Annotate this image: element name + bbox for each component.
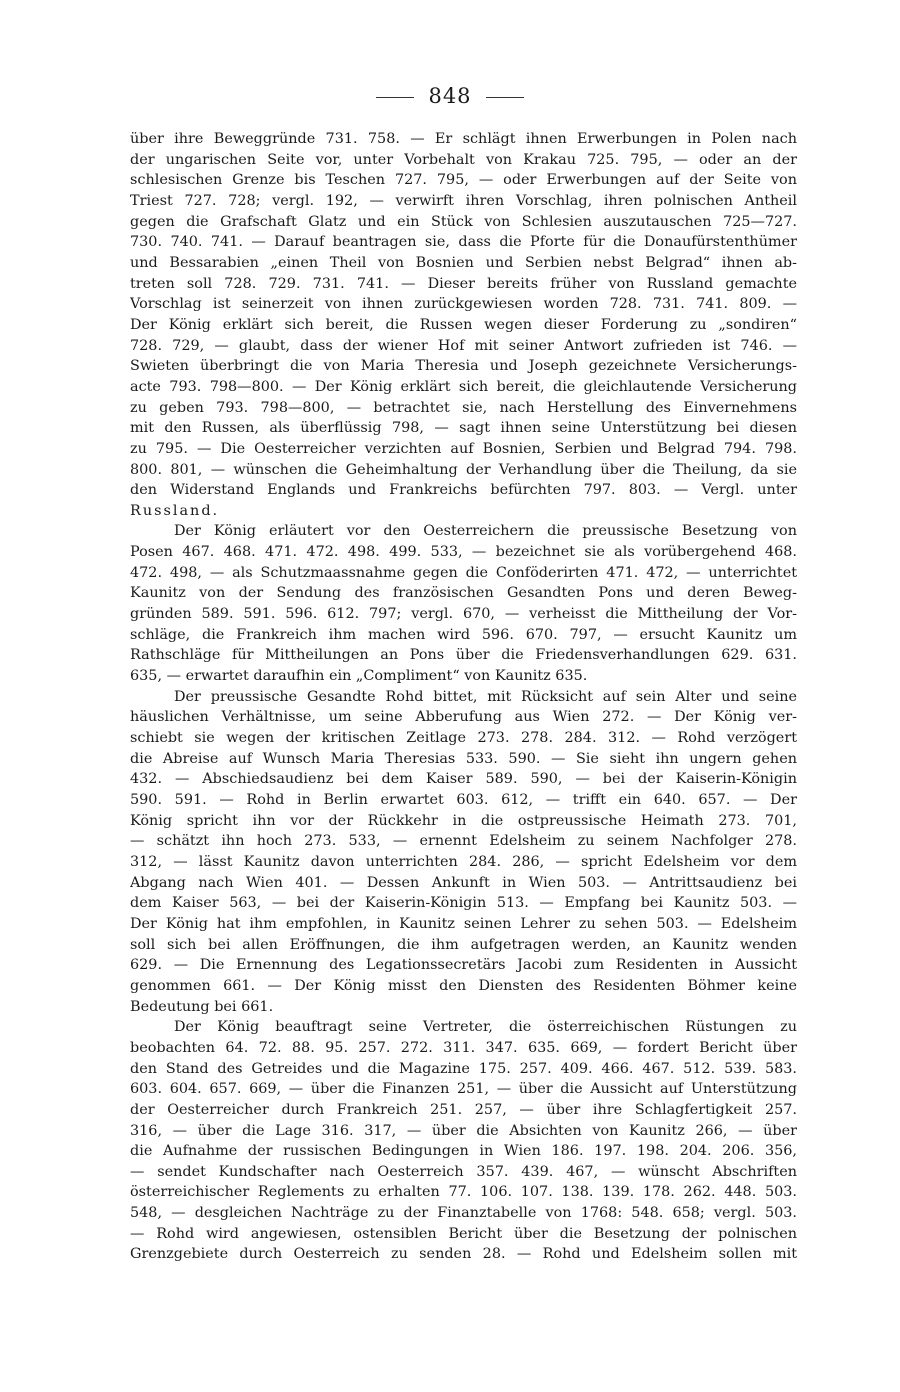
text-line: 548, — desgleichen Nachträge zu der Finanztabelle von 1768: 548. 658; vergl. 503. — [130, 1205, 797, 1222]
text-line: 800. 801, — wünschen die Geheimhaltung der Verhandlung über die Theilung, da sie — [130, 461, 797, 478]
page-header — [0, 84, 900, 108]
text-line: — sendet Kundschafter nach Oesterreich 357. 439. 467, — wünscht Abschriften — [130, 1163, 797, 1180]
text-line: gründen 589. 591. 596. 612. 797; vergl. 670, — verheisst die Mittheilung der Vor- — [130, 606, 797, 623]
text-line: Kaunitz von der Sendung des französischen Gesandten Pons und deren Beweg- — [130, 585, 797, 602]
text-line: den Widerstand Englands und Frankreichs befürchten 797. 803. — Vergl. unter — [130, 482, 797, 499]
text-line: häuslichen Verhältnisse, um seine Abberufung aus Wien 272. — Der König ver- — [130, 709, 797, 726]
text-line-last: 635, — erwartet daraufhin ein „Compliment“ von Kaunitz 635. — [130, 668, 588, 685]
text-line-last: Russland. — [130, 502, 220, 519]
text-line: beobachten 64. 72. 88. 95. 257. 272. 311. 347. 635. 669, — fordert Bericht über — [130, 1039, 797, 1056]
text-line: zu geben 793. 798—800, — betrachtet sie, nach Herstellung des Einvernehmens — [130, 399, 797, 416]
text-line: 432. — Abschiedsaudienz bei dem Kaiser 589. 590, — bei der Kaiserin-Königin — [130, 771, 797, 788]
text-line: österreichischer Reglements zu erhalten 77. 106. 107. 138. 139. 178. 262. 448. 503. — [130, 1184, 797, 1201]
text-line: 590. 591. — Rohd in Berlin erwartet 603. 612, — trifft ein 640. 657. — Der — [130, 792, 797, 808]
text-line: 312, — lässt Kaunitz davon unterrichten 284. 286, — spricht Edelsheim vor dem — [130, 853, 797, 870]
text-line: — Rohd wird angewiesen, ostensiblen Bericht über die Besetzung der polnischen — [130, 1225, 797, 1242]
text-line: 728. 729, — glaubt, dass der wiener Hof mit seiner Antwort zufrieden ist 746. — — [130, 337, 797, 354]
text-line: schiebt sie wegen der kritischen Zeitlage 273. 278. 284. 312. — Rohd verzögert — [130, 730, 797, 747]
text-line: soll sich bei allen Eröffnungen, die ihm aufgetragen werden, an Kaunitz wenden — [130, 936, 797, 953]
text-line: mit den Russen, als überflüssig 798, — sagt ihnen seine Unterstützung bei diesen — [130, 420, 797, 437]
text-line: 629. — Die Ernennung des Legationssecretärs Jacobi zum Residenten in Aussicht — [130, 957, 797, 974]
header-rule-right — [486, 97, 524, 98]
text-line: genommen 661. — Der König misst den Diensten des Residenten Böhmer keine — [130, 977, 797, 994]
text-line: 730. 740. 741. — Darauf beantragen sie, dass die Pforte für die Donaufürstenthümer — [130, 234, 797, 251]
text-line: König spricht ihn vor der Rückkehr in die ostpreussische Heimath 273. 701, — [130, 812, 797, 829]
text-line: der Oesterreicher durch Frankreich 251. 257, — über ihre Schlagfertigkeit 257. — [130, 1101, 797, 1118]
text-line: schläge, die Frankreich ihm machen wird 596. 670. 797, — ersucht Kaunitz um — [130, 626, 797, 643]
text-line: Der König erläutert vor den Oesterreichern die preussische Besetzung von — [174, 523, 797, 540]
text-line: 316, — über die Lage 316. 317, — über die Absichten von Kaunitz 266, — über — [130, 1122, 797, 1139]
text-line: Der König erklärt sich bereit, die Russen wegen dieser Forderung zu „sondiren“ — [130, 316, 797, 333]
text-line: Triest 727. 728; vergl. 192, — verwirft ihren Vorschlag, ihren polnischen Antheil — [130, 192, 797, 209]
text-line: Der preussische Gesandte Rohd bittet, mit Rücksicht auf sein Alter und seine — [174, 688, 797, 705]
text-line: Abgang nach Wien 401. — Dessen Ankunft in Wien 503. — Antrittsaudienz bei — [130, 874, 797, 891]
text-line: schlesischen Grenze bis Teschen 727. 795, — oder Erwerbungen auf der Seite von — [130, 172, 797, 189]
text-line: über ihre Beweggründe 731. 758. — Er schlägt ihnen Erwerbungen in Polen nach — [130, 131, 797, 147]
page-number: 848 — [428, 84, 472, 108]
header-rule-left — [376, 97, 414, 98]
text-line: 603. 604. 657. 669, — über die Finanzen 251, — über die Aussicht auf Unterstützung — [130, 1081, 797, 1098]
text-line: Grenzgebiete durch Oesterreich zu senden 28. — Rohd und Edelsheim sollen mit — [130, 1246, 797, 1263]
paragraph — [130, 129, 797, 521]
paragraph — [130, 521, 797, 686]
body-text — [130, 129, 797, 1265]
text-line: Der König hat ihm empfohlen, in Kaunitz seinen Lehrer zu sehen 503. — Edelsheim — [130, 915, 797, 932]
paragraph — [130, 1017, 797, 1265]
text-line: gegen die Grafschaft Glatz und ein Stück von Schlesien auszutauschen 725—727. — [130, 213, 797, 230]
text-line: Rathschläge für Mittheilungen an Pons über die Friedensverhandlungen 629. 631. — [130, 647, 797, 664]
text-line: Der König beauftragt seine Vertreter, die österreichischen Rüstungen zu — [174, 1019, 797, 1036]
text-line-last: Bedeutung bei 661. — [130, 998, 274, 1015]
text-line: der ungarischen Seite vor, unter Vorbehalt von Krakau 725. 795, — oder an der — [130, 151, 797, 168]
text-line: die Abreise auf Wunsch Maria Theresias 533. 590. — Sie sieht ihn ungern gehen — [130, 750, 797, 767]
paragraph — [130, 687, 797, 1018]
text-line: Vorschlag ist seinerzeit von ihnen zurückgewiesen worden 728. 731. 741. 809. — — [130, 296, 797, 313]
text-line: zu 795. — Die Oesterreicher verzichten auf Bosnien, Serbien und Belgrad 794. 798. — [130, 440, 797, 457]
text-line: dem Kaiser 563, — bei der Kaiserin-Königin 513. — Empfang bei Kaunitz 503. — — [130, 895, 797, 912]
text-line: Swieten überbringt die von Maria Theresia und Joseph gezeichnete Versicherungs- — [130, 358, 797, 375]
text-line: den Stand des Getreides und die Magazine 175. 257. 409. 466. 467. 512. 539. 583. — [130, 1060, 797, 1077]
text-line: die Aufnahme der russischen Bedingungen in Wien 186. 197. 198. 204. 206. 356, — [130, 1143, 797, 1160]
text-line: acte 793. 798—800. — Der König erklärt sich bereit, die gleichlautende Versicherung — [130, 378, 797, 395]
text-line: und Bessarabien „einen Theil von Bosnien und Serbien nebst Belgrad“ ihnen ab- — [130, 254, 797, 271]
text-line: — schätzt ihn hoch 273. 533, — ernennt Edelsheim zu seinem Nachfolger 278. — [130, 833, 797, 850]
text-line: Posen 467. 468. 471. 472. 498. 499. 533, — bezeichnet sie als vorübergehend 468. — [130, 544, 797, 561]
text-line: treten soll 728. 729. 731. 741. — Dieser bereits früher von Russland gemachte — [130, 275, 797, 292]
text-line: 472. 498, — als Schutzmaassnahme gegen die Conföderirten 471. 472, — unterrichtet — [130, 564, 797, 581]
